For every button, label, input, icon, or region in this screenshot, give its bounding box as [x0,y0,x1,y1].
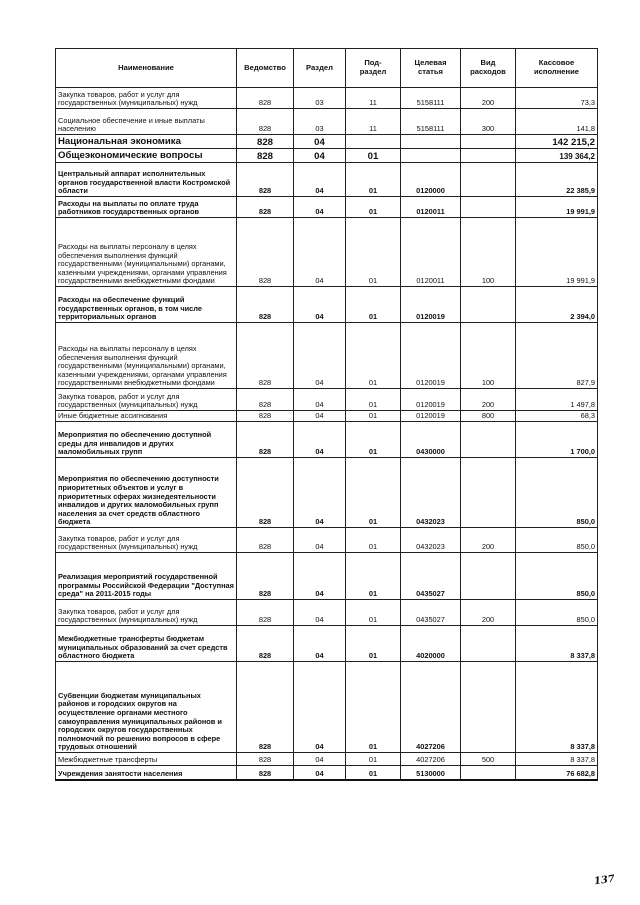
row-section: 03 [294,109,346,135]
row-target: 0435027 [401,600,461,626]
row-section: 04 [294,766,346,780]
row-name: Центральный аппарат исполнительных органов государственной власти Костромской области [56,163,237,197]
header-name: Наименование [56,49,237,88]
row-amount: 142 215,2 [516,135,598,149]
table-row [56,88,598,109]
row-subsection: 01 [346,528,401,553]
row-section: 04 [294,422,346,458]
row-amount: 850,0 [516,600,598,626]
row-subsection: 01 [346,197,401,218]
row-subsection: 01 [346,218,401,287]
row-subsection: 01 [346,411,401,422]
row-dept: 828 [237,389,294,411]
row-dept: 828 [237,662,294,753]
row-amount: 850,0 [516,528,598,553]
row-target: 0120011 [401,197,461,218]
table-row [56,528,598,553]
row-amount: 850,0 [516,458,598,528]
row-subsection: 01 [346,600,401,626]
row-dept: 828 [237,766,294,780]
row-exptype [461,458,516,528]
row-target: 0430000 [401,422,461,458]
row-section: 04 [294,287,346,323]
row-subsection: 01 [346,766,401,780]
header-target: Целевая статья [401,49,461,88]
header-subsection: Под- раздел [346,49,401,88]
row-subsection: 01 [346,626,401,662]
row-subsection: 01 [346,458,401,528]
handwritten-page-number: 137 [593,873,616,888]
row-target [401,135,461,149]
row-target: 4020000 [401,626,461,662]
row-section: 04 [294,662,346,753]
row-exptype: 800 [461,411,516,422]
row-name: Иные бюджетные ассигнования [56,411,237,422]
row-name: Расходы на выплаты персоналу в целях обеспечения выполнения функций государственными (муниципальными) органами, казенными учреждениями, органами управления государственными внебюджетными фондами [56,218,237,287]
table-row [56,422,598,458]
row-subsection [346,135,401,149]
table-row [56,109,598,135]
row-name: Межбюджетные трансферты [56,753,237,766]
row-name: Закупка товаров, работ и услуг для государственных (муниципальных) нужд [56,389,237,411]
table-row [56,323,598,389]
row-section: 04 [294,197,346,218]
row-exptype [461,553,516,600]
header-exptype: Вид расходов [461,49,516,88]
row-amount: 2 394,0 [516,287,598,323]
row-dept: 828 [237,422,294,458]
table-row [56,218,598,287]
row-exptype: 500 [461,753,516,766]
row-amount: 73,3 [516,88,598,109]
row-exptype [461,163,516,197]
row-dept: 828 [237,163,294,197]
row-amount: 139 364,2 [516,149,598,163]
row-dept: 828 [237,88,294,109]
row-amount: 68,3 [516,411,598,422]
row-section: 04 [294,218,346,287]
row-amount: 8 337,8 [516,753,598,766]
table-row [56,766,598,780]
table-row [56,600,598,626]
row-amount: 19 991,9 [516,218,598,287]
row-target: 0120019 [401,323,461,389]
budget-table-sheet [55,48,597,781]
row-dept: 828 [237,197,294,218]
table-row [56,662,598,753]
row-section: 04 [294,135,346,149]
row-name: Национальная экономика [56,135,237,149]
row-section: 04 [294,553,346,600]
row-target: 4027206 [401,753,461,766]
row-exptype: 100 [461,323,516,389]
row-exptype [461,149,516,163]
row-exptype [461,662,516,753]
row-dept: 828 [237,753,294,766]
row-section: 04 [294,458,346,528]
row-section: 04 [294,163,346,197]
row-amount: 19 991,9 [516,197,598,218]
row-target: 0120019 [401,411,461,422]
row-amount: 1 700,0 [516,422,598,458]
table-row [56,389,598,411]
row-section: 03 [294,88,346,109]
row-subsection: 01 [346,149,401,163]
row-dept: 828 [237,411,294,422]
row-target: 5158111 [401,109,461,135]
row-section: 04 [294,323,346,389]
row-amount: 1 497,8 [516,389,598,411]
row-target: 0120000 [401,163,461,197]
row-exptype: 200 [461,528,516,553]
row-dept: 828 [237,323,294,389]
row-exptype [461,197,516,218]
row-name: Закупка товаров, работ и услуг для государственных (муниципальных) нужд [56,528,237,553]
row-exptype: 200 [461,600,516,626]
row-target: 5158111 [401,88,461,109]
row-exptype: 100 [461,218,516,287]
row-subsection: 01 [346,753,401,766]
row-name: Расходы на выплаты по оплате труда работников государственных органов [56,197,237,218]
row-target: 0432023 [401,458,461,528]
row-amount: 141,8 [516,109,598,135]
row-target: 0120011 [401,218,461,287]
row-exptype [461,422,516,458]
table-row [56,411,598,422]
table-header-row [56,49,598,88]
row-dept: 828 [237,109,294,135]
row-target: 4027206 [401,662,461,753]
row-name: Межбюджетные трансферты бюджетам муниципальных образований за счет средств областного бюджета [56,626,237,662]
row-amount: 850,0 [516,553,598,600]
row-amount: 8 337,8 [516,626,598,662]
row-exptype [461,135,516,149]
row-dept: 828 [237,218,294,287]
row-exptype [461,287,516,323]
row-subsection: 01 [346,422,401,458]
row-section: 04 [294,753,346,766]
row-dept: 828 [237,528,294,553]
table-row [56,458,598,528]
table-row [56,135,598,149]
row-target: 0120019 [401,389,461,411]
row-exptype [461,626,516,662]
row-name: Субвенции бюджетам муниципальных районов и городских округов на осуществление органами местного самоуправления муниципальных районов и городских округов государственных полномочий по решению вопросов в сфере трудовых отношений [56,662,237,753]
row-amount: 8 337,8 [516,662,598,753]
row-exptype [461,766,516,780]
row-target: 0432023 [401,528,461,553]
row-subsection: 11 [346,109,401,135]
row-subsection: 01 [346,323,401,389]
row-exptype: 200 [461,88,516,109]
row-dept: 828 [237,135,294,149]
header-dept: Ведомство [237,49,294,88]
row-name: Социальное обеспечение и иные выплаты населению [56,109,237,135]
row-section: 04 [294,411,346,422]
row-subsection: 01 [346,287,401,323]
row-section: 04 [294,600,346,626]
row-target: 0435027 [401,553,461,600]
table-row [56,163,598,197]
table-row [56,753,598,766]
row-name: Учреждения занятости населения [56,766,237,780]
row-name: Расходы на выплаты персоналу в целях обеспечения выполнения функций государственными (муниципальными) органами, казенными учреждениями, органами управления государственными внебюджетными фондами [56,323,237,389]
row-target: 0120019 [401,287,461,323]
table-row [56,287,598,323]
row-dept: 828 [237,287,294,323]
row-target: 5130000 [401,766,461,780]
row-name: Реализация мероприятий государственной программы Российской Федерации "Доступная среда" на 2011-2015 годы [56,553,237,600]
header-section: Раздел [294,49,346,88]
row-name: Мероприятия по обеспечению доступной среды для инвалидов и других маломобильных групп [56,422,237,458]
row-section: 04 [294,149,346,163]
header-amount: Кассовое исполнение [516,49,598,88]
row-amount: 22 385,9 [516,163,598,197]
row-section: 04 [294,626,346,662]
row-name: Мероприятия по обеспечению доступности приоритетных объектов и услуг в приоритетных сферах жизнедеятельности инвалидов и других маломобильных групп населения за счет средств областного бюджета [56,458,237,528]
row-exptype: 300 [461,109,516,135]
table-row [56,197,598,218]
row-amount: 827,9 [516,323,598,389]
row-subsection: 11 [346,88,401,109]
table-row [56,553,598,600]
row-exptype: 200 [461,389,516,411]
row-subsection: 01 [346,389,401,411]
row-dept: 828 [237,149,294,163]
table-row [56,626,598,662]
row-name: Общеэкономические вопросы [56,149,237,163]
row-target [401,149,461,163]
row-subsection: 01 [346,553,401,600]
row-subsection: 01 [346,163,401,197]
row-section: 04 [294,389,346,411]
budget-execution-table [55,48,598,781]
row-name: Расходы на обеспечение функций государственных органов, в том числе территориальных органов [56,287,237,323]
row-subsection: 01 [346,662,401,753]
row-dept: 828 [237,458,294,528]
row-name: Закупка товаров, работ и услуг для государственных (муниципальных) нужд [56,88,237,109]
table-row [56,149,598,163]
row-dept: 828 [237,600,294,626]
row-dept: 828 [237,626,294,662]
row-name: Закупка товаров, работ и услуг для государственных (муниципальных) нужд [56,600,237,626]
row-amount: 76 682,8 [516,766,598,780]
row-section: 04 [294,528,346,553]
row-dept: 828 [237,553,294,600]
